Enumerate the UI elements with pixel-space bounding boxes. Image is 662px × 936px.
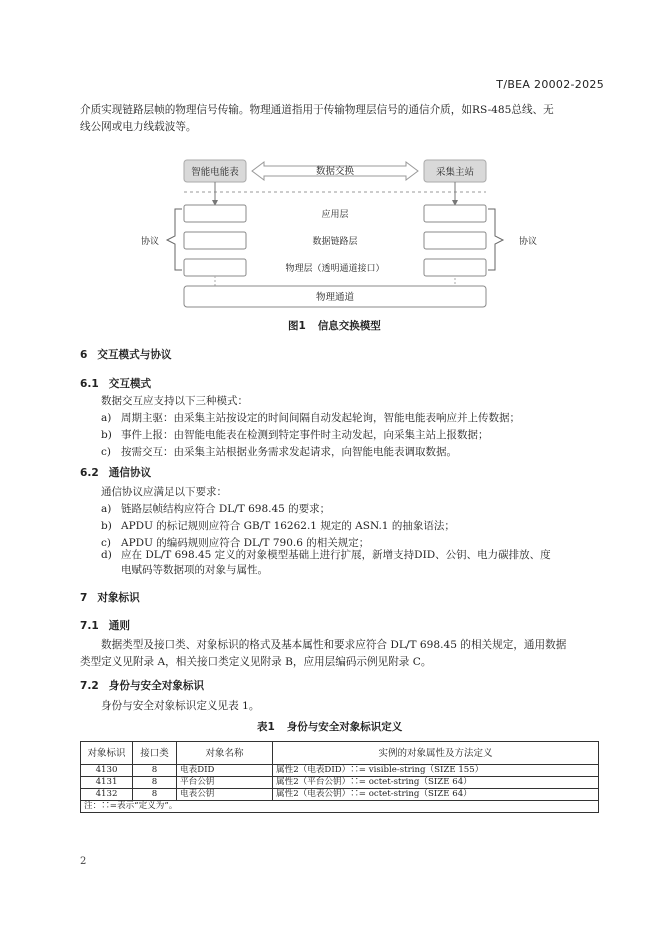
left-link-box (184, 232, 246, 249)
left-protocol-label: 协议 (140, 237, 160, 247)
left-app-box (184, 205, 246, 222)
data-exchange-label: 数据交换 (315, 166, 355, 177)
section-7-2-lead: 身份与安全对象标识定义见表 1。 (101, 700, 260, 712)
table-cell: 8 (133, 777, 177, 789)
list-text: 周期主驱：由采集主站按设定的时间间隔自动发起轮询，智能电能表响应并上传数据； (121, 412, 520, 424)
layer-datalink: 数据链路层 (312, 237, 358, 247)
table-header-row (81, 742, 599, 765)
table-cell: 平台公钥 (177, 777, 273, 789)
physical-channel-label: 物理通道 (315, 292, 355, 303)
list-text: 应在 DL/T 698.45 定义的对象模型基础上进行扩展，新增支持DID、公钥、电力碳排放、度 (121, 549, 551, 561)
information-exchange-diagram (0, 0, 662, 340)
page-number: 2 (80, 856, 87, 867)
list-item (101, 427, 489, 444)
list-marker: c) (101, 446, 111, 458)
section-7-number: 7 (80, 592, 88, 604)
figure-title: 信息交换模型 (317, 320, 381, 332)
section-7-1-heading (80, 618, 130, 633)
table-cell: 电表公钥 (177, 789, 273, 801)
section-7-1-paragraph (80, 637, 600, 671)
table-row (81, 777, 599, 789)
right-brace (488, 209, 503, 270)
layer-physical: 物理层（透明通道接口） (285, 264, 385, 274)
list-marker: d) (101, 549, 112, 561)
table-cell: 4132 (81, 789, 133, 801)
figure-number: 图1 (288, 320, 306, 332)
table-header: 实例的对象属性及方法定义 (273, 742, 599, 765)
section-7-2-heading (80, 678, 204, 693)
table-cell: 8 (133, 789, 177, 801)
list-marker: b) (101, 520, 112, 532)
section-6-2-number: 6.2 (80, 467, 99, 479)
intro-line-1: 介质实现链路层帧的物理信号传输。物理通道指用于传输物理层信号的通信介质，如RS-485总线、无 (80, 104, 554, 116)
section-7-1-title: 通则 (108, 620, 130, 632)
list-text: 链路层帧结构应符合 DL/T 698.45 的要求； (121, 503, 331, 515)
right-link-box (424, 232, 486, 249)
para-line: 数据类型及接口类、对象标识的格式及基本属性和要求应符合 DL/T 698.45 的相关规定，通用数据 (101, 639, 567, 651)
table-caption (257, 719, 402, 734)
left-brace (167, 209, 182, 270)
list-text: 按需交互：由采集主站根据业务需求发起请求，向智能电能表调取数据。 (121, 446, 457, 458)
list-marker: a) (101, 412, 112, 424)
section-6-2-title: 通信协议 (108, 467, 152, 479)
table-note: 注：∷=表示“定义为”。 (81, 801, 599, 813)
section-7-1-number: 7.1 (80, 620, 99, 632)
left-phy-box (184, 259, 246, 276)
section-6-heading (80, 347, 172, 362)
table-cell: 4131 (81, 777, 133, 789)
table-cell: 属性2（电表公钥）∷= octet-string（SIZE 64） (273, 789, 599, 801)
section-6-1-number: 6.1 (80, 378, 99, 390)
list-text: 事件上报：由智能电能表在检测到特定事件时主动发起，向采集主站上报数据； (121, 429, 489, 441)
station-label: 采集主站 (435, 167, 475, 178)
list-text: APDU 的标记规则应符合 GB/T 16262.1 规定的 ASN.1 的抽象语法； (121, 520, 455, 532)
table-number: 表1 (257, 721, 275, 733)
table-header: 对象标识 (81, 742, 133, 765)
table-cell: 属性2（平台公钥）∷= octet-string（SIZE 64） (273, 777, 599, 789)
list-text: APDU 的编码规则应符合 DL/T 790.6 的相关规定； (121, 537, 370, 549)
section-6-2-lead: 通信协议应满足以下要求： (101, 486, 227, 498)
table-cell: 4130 (81, 765, 133, 777)
right-phy-box (424, 259, 486, 276)
table-header: 接口类 (133, 742, 177, 765)
section-6-1-lead: 数据交互应支持以下三种模式： (101, 395, 248, 407)
section-6-1-title: 交互模式 (108, 378, 152, 390)
list-item (101, 518, 455, 535)
section-6-title: 交互模式与协议 (97, 349, 172, 361)
list-marker: b) (101, 429, 112, 441)
meter-label: 智能电能表 (191, 167, 239, 178)
section-7-2-number: 7.2 (80, 680, 99, 692)
list-item (101, 444, 457, 461)
table-row (81, 765, 599, 777)
list-item (101, 410, 520, 427)
list-item (101, 501, 330, 518)
table-cell: 8 (133, 765, 177, 777)
table-note-row (81, 801, 599, 813)
section-7-heading (80, 590, 140, 605)
document-number: T/BEA 20002-2025 (496, 78, 604, 91)
section-7-2-title: 身份与安全对象标识 (108, 680, 205, 692)
section-7-title: 对象标识 (97, 592, 140, 604)
section-6-2-heading (80, 465, 151, 480)
layer-application: 应用层 (321, 210, 349, 220)
right-protocol-label: 协议 (518, 237, 538, 247)
table-cell: 属性2（电表DID）∷= visible-string（SIZE 155） (273, 765, 599, 777)
list-item-continuation: 电赋码等数据项的对象与属性。 (121, 564, 268, 576)
para-line: 类型定义见附录 A，相关接口类定义见附录 B，应用层编码示例见附录 C。 (80, 656, 432, 668)
list-marker: c) (101, 537, 111, 549)
intro-line-2: 线公网或电力线载波等。 (80, 121, 197, 133)
section-6-1-heading (80, 376, 151, 391)
section-6-number: 6 (80, 349, 88, 361)
figure-caption (288, 318, 381, 333)
table-row (81, 789, 599, 801)
object-id-table (80, 741, 599, 813)
right-app-box (424, 205, 486, 222)
table-title: 身份与安全对象标识定义 (286, 721, 403, 733)
table-cell: 电表DID (177, 765, 273, 777)
list-marker: a) (101, 503, 112, 515)
table-header: 对象名称 (177, 742, 273, 765)
